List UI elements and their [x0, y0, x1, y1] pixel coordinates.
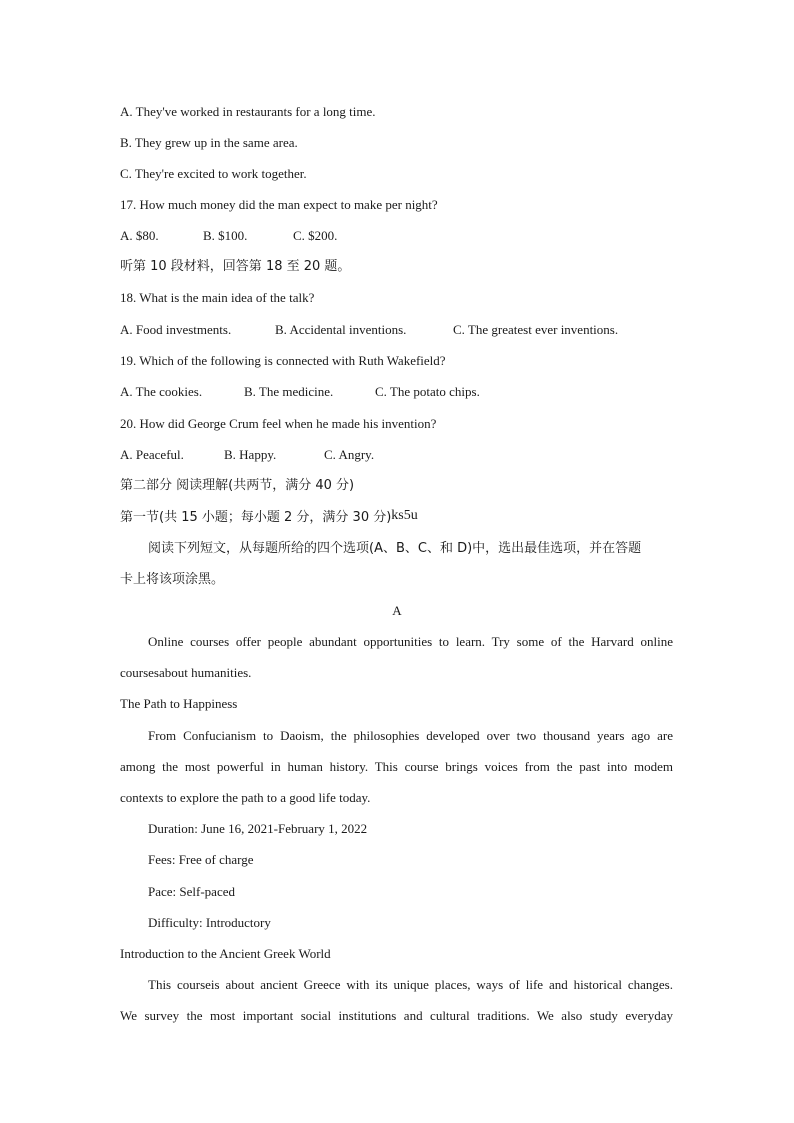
watermark-text: ks5u [391, 508, 418, 523]
q18-option-b: B. Accidental inventions. [275, 322, 407, 337]
q17-stem: 17. How much money did the man expect to make per night? [120, 197, 438, 212]
section1-heading: 第一节(共 15 小题；每小题 2 分，满分 30 分) [120, 510, 392, 525]
course1-pace: Pace: Self-paced [148, 884, 235, 899]
q16-option-a: A. They've worked in restaurants for a long time. [120, 104, 376, 119]
course1-title: The Path to Happiness [120, 696, 238, 711]
section10-instruction: 听第 10 段材料，回答第 18 至 20 题。 [120, 259, 351, 274]
intro-line1: Online courses offer people abundant opportunities to learn. Try some of the Harvard online [148, 634, 673, 649]
q18-stem: 18. What is the main idea of the talk? [120, 290, 315, 305]
intro-line2: coursesabout humanities. [120, 665, 252, 680]
q20-option-b: B. Happy. [224, 447, 277, 462]
section1-heading-line [120, 508, 418, 527]
q19-option-c: C. The potato chips. [375, 384, 480, 399]
q19-option-a: A. The cookies. [120, 384, 203, 399]
q20-option-a: A. Peaceful. [120, 447, 184, 462]
course1-duration: Duration: June 16, 2021-February 1, 2022 [148, 821, 368, 836]
q17-option-a: A. $80. [120, 228, 159, 243]
course1-fees: Fees: Free of charge [148, 852, 254, 867]
q18-option-a: A. Food investments. [120, 322, 232, 337]
course1-desc-line3: contexts to explore the path to a good life today. [120, 790, 371, 805]
course1-difficulty: Difficulty: Introductory [148, 915, 271, 930]
q16-option-b: B. They grew up in the same area. [120, 135, 298, 150]
course2-desc-line1: This courseis about ancient Greece with its unique places, ways of life and historical changes. [148, 977, 673, 992]
course2-title: Introduction to the Ancient Greek World [120, 946, 331, 961]
reading-instruction-line2: 卡上将该项涂黑。 [120, 572, 225, 587]
part2-heading: 第二部分 阅读理解(共两节，满分 40 分) [120, 478, 355, 493]
course2-desc-line2: We survey the most important social institutions and cultural traditions. We also study everyday [120, 1008, 673, 1023]
q20-stem: 20. How did George Crum feel when he made his invention? [120, 416, 437, 431]
q18-option-c: C. The greatest ever inventions. [453, 322, 619, 337]
passage-label: A [392, 603, 402, 618]
q16-option-c: C. They're excited to work together. [120, 166, 307, 181]
course1-desc-line1: From Confucianism to Daoism, the philosophies developed over two thousand years ago are [148, 728, 673, 743]
course1-desc-line2: among the most powerful in human history. This course brings voices from the past into modem [120, 759, 673, 774]
q17-option-c: C. $200. [293, 228, 338, 243]
q20-option-c: C. Angry. [324, 447, 375, 462]
q19-stem: 19. Which of the following is connected with Ruth Wakefield? [120, 353, 446, 368]
q17-option-b: B. $100. [203, 228, 248, 243]
q19-option-b: B. The medicine. [244, 384, 334, 399]
reading-instruction-line1: 阅读下列短文，从每题所给的四个选项(A、B、C、和 D)中，选出最佳选项，并在答题 [148, 541, 642, 556]
